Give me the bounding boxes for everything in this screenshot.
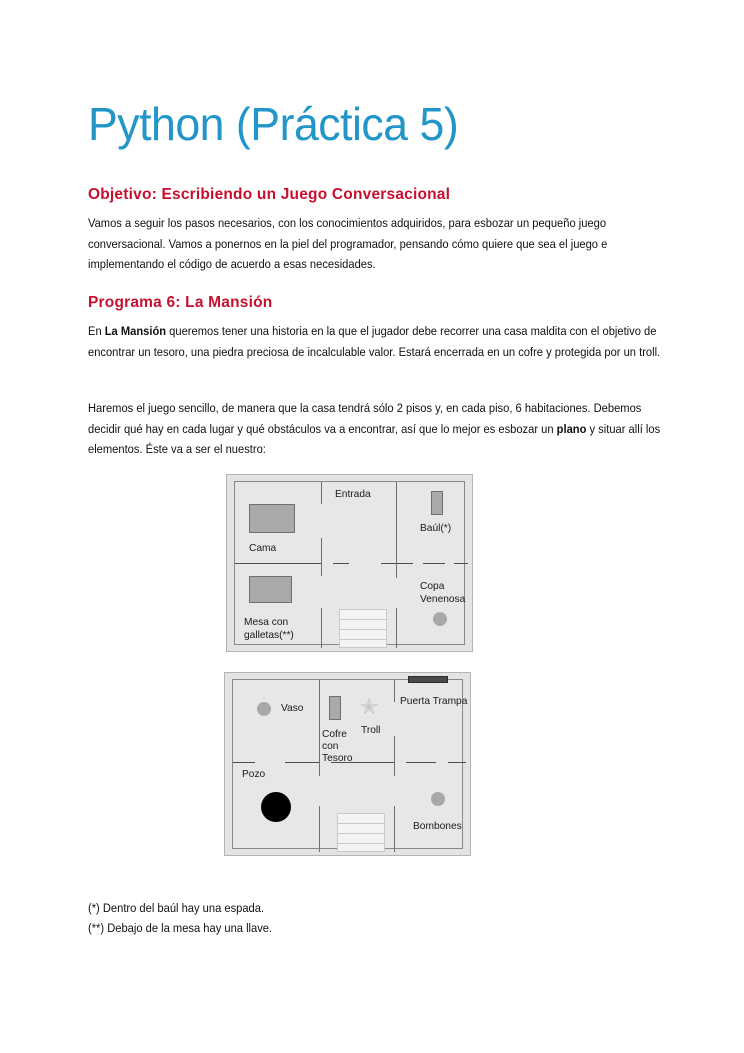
item-vaso [257, 702, 271, 716]
stairs-lower [337, 813, 385, 852]
troll-star-icon: ✭ [360, 694, 379, 719]
wall-mid-right-c [454, 563, 468, 564]
label-cofre-line1: Cofre [322, 729, 347, 740]
label-entrada: Entrada [335, 489, 371, 500]
stair-step-line [340, 629, 386, 630]
wall-vert-right-bottom [396, 608, 397, 648]
paragraph-plano [88, 398, 669, 460]
stair-step-line [340, 639, 386, 640]
label-cofre-line3: Tesoro [322, 753, 353, 764]
para2-prefix: En [88, 324, 105, 338]
label-mesa-line1: Mesa con [244, 617, 289, 628]
stair-step-line [338, 833, 384, 834]
item-pozo [261, 792, 291, 822]
footnote-2: (**) Debajo de la mesa hay una llave. [88, 921, 273, 935]
para2-bold-term: La Mansión [104, 324, 167, 338]
footnote-1: (*) Dentro del baúl hay una espada. [88, 901, 265, 915]
label-cama: Cama [249, 543, 277, 554]
section-heading-objetivo: Objetivo: Escribiendo un Juego Conversacional [88, 186, 451, 203]
item-puerta-trampa [408, 676, 448, 683]
label-vaso: Vaso [281, 703, 304, 714]
stair-step-line [338, 843, 384, 844]
wall-vert-left-bottom [321, 608, 322, 648]
label-bombones: Bombones [413, 821, 462, 832]
wall-vert-left-top [321, 482, 322, 504]
wall-vert-right-top [394, 680, 395, 702]
wall-mid-right-a [406, 762, 436, 763]
wall-vert-left-top-b [321, 538, 322, 576]
furniture-mesa [249, 576, 292, 603]
floor-plan-upper [226, 474, 473, 652]
wall-mid-right-b [423, 563, 445, 564]
wall-vert-right-top [396, 482, 397, 578]
paragraph-mansion [88, 321, 669, 362]
furniture-baul [431, 491, 443, 515]
furniture-cofre [329, 696, 341, 720]
wall-vert-right-mid [394, 736, 395, 776]
wall-vert-left-top [319, 680, 320, 776]
para3-bold-term: plano [556, 421, 587, 436]
stair-step-line [340, 619, 386, 620]
stairs-upper [339, 609, 387, 648]
floor-plan-lower [224, 672, 471, 856]
item-bombones [431, 792, 445, 806]
paragraph-objetivo: Vamos a seguir los pasos necesarios, con los conocimientos adquiridos, para esbozar un pequeño juego conversacional. Vamos a ponernos en la piel del programador, pensando cómo quiere que sea el juego e implementando el código de acuerdo a esas necesidades. [88, 216, 608, 271]
para3-suffix: y situar allí los elementos. Éste va a ser el nuestro: [88, 421, 661, 456]
wall-mid-right-b [448, 762, 466, 763]
wall-mid-left-b [285, 762, 319, 763]
label-cofre-line2: con [322, 741, 339, 752]
wall-mid-center-segment [333, 563, 349, 564]
floor-plan-lower-interior [232, 679, 468, 849]
label-copa-line1: Copa [420, 581, 445, 592]
section-heading-programa: Programa 6: La Mansión [88, 294, 273, 311]
label-baul: Baúl(*) [420, 523, 452, 534]
label-pozo: Pozo [242, 769, 266, 780]
wall-mid-left-segment [235, 563, 321, 564]
wall-mid-right-a [381, 563, 413, 564]
label-copa-line2: Venenosa [420, 594, 466, 605]
para2-suffix: queremos tener una historia en la que el jugador debe recorrer una casa maldita con el objetivo de encontrar un tesoro, una piedra preciosa de incalculable valor. Estará encerrada en un cofre y protegida por un troll. [88, 324, 661, 359]
stair-step-line [338, 823, 384, 824]
furniture-cama [249, 504, 295, 533]
wall-mid-left-a [233, 762, 255, 763]
wall-vert-right-bottom [394, 806, 395, 852]
label-puerta-trampa: Puerta Trampa [400, 696, 468, 707]
item-copa-venenosa [433, 612, 447, 626]
floor-plan-upper-interior [234, 481, 465, 645]
footnotes [88, 898, 272, 938]
wall-vert-left-bottom [319, 806, 320, 852]
label-troll: Troll [361, 725, 381, 736]
para3-prefix: Haremos el juego sencillo, de manera que la casa tendrá sólo 2 pisos y, en cada piso, 6 habitaciones. Debemos decidir qué hay en cada lugar y qué obstáculos va a encontrar, así que lo mejor es esbozar un [88, 401, 642, 436]
page-title: Python (Práctica 5) [88, 98, 459, 150]
label-mesa-line2: galletas(**) [244, 630, 294, 641]
